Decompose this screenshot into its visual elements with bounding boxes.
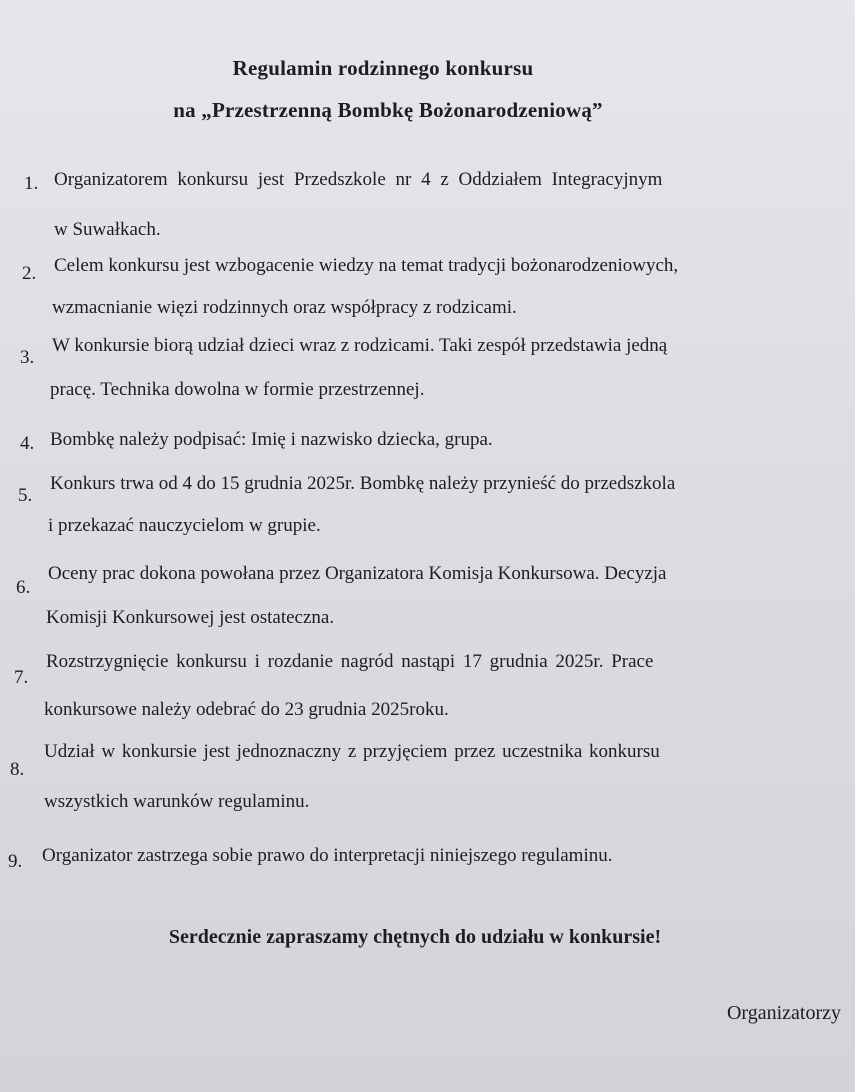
rule-number: 8. [10,759,25,780]
rule-text-line: Bombkę należy podpisać: Imię i nazwisko dziecka, grupa. [50,429,493,450]
rule-text-line: wszystkich warunków regulaminu. [44,791,310,812]
rule-text-line: Udział w konkursie jest jednoznaczny z przyjęciem przez uczestnika konkursu [44,741,660,762]
rule-text-line: Organizatorem konkursu jest Przedszkole nr 4 z Oddziałem Integracyjnym [54,169,663,190]
rule-text-line: Komisji Konkursowej jest ostateczna. [46,607,335,628]
rule-number: 7. [14,667,29,688]
rule-text-line: w Suwałkach. [54,219,161,240]
rule-text-line: Oceny prac dokona powołana przez Organizatora Komisja Konkursowa. Decyzja [48,563,667,584]
rule-number: 9. [8,851,23,872]
rule-number: 1. [24,173,39,194]
rule-text-line: konkursowe należy odebrać do 23 grudnia 2025roku. [44,699,449,720]
closing-invitation: Serdecznie zapraszamy chętnych do udziału w konkursie! [168,926,662,948]
rule-number: 4. [20,433,35,454]
rule-text-line: W konkursie biorą udział dzieci wraz z rodzicami. Taki zespół przedstawia jedną [52,335,668,356]
rule-text-line: Konkurs trwa od 4 do 15 grudnia 2025r. Bombkę należy przynieść do przedszkola [50,473,676,494]
document-title: Regulamin rodzinnego konkursu [232,56,534,80]
rule-number: 3. [20,347,35,368]
rule-text-line: Organizator zastrzega sobie prawo do interpretacji niniejszego regulaminu. [42,845,613,866]
rule-text-line: wzmacnianie więzi rodzinnych oraz współpracy z rodzicami. [52,297,517,318]
rule-number: 2. [22,263,37,284]
rule-text-line: i przekazać nauczycielom w grupie. [48,515,321,536]
rule-text-line: Rozstrzygnięcie konkursu i rozdanie nagród nastąpi 17 grudnia 2025r. Prace [46,651,654,672]
rule-text-line: Celem konkursu jest wzbogacenie wiedzy na temat tradycji bożonarodzeniowych, [54,255,679,276]
rule-text-line: pracę. Technika dowolna w formie przestrzennej. [50,379,425,400]
rule-number: 5. [18,485,33,506]
signature: Organizatorzy [726,1002,841,1024]
rule-number: 6. [16,577,31,598]
document-subtitle: na „Przestrzenną Bombkę Bożonarodzeniową” [173,98,603,122]
